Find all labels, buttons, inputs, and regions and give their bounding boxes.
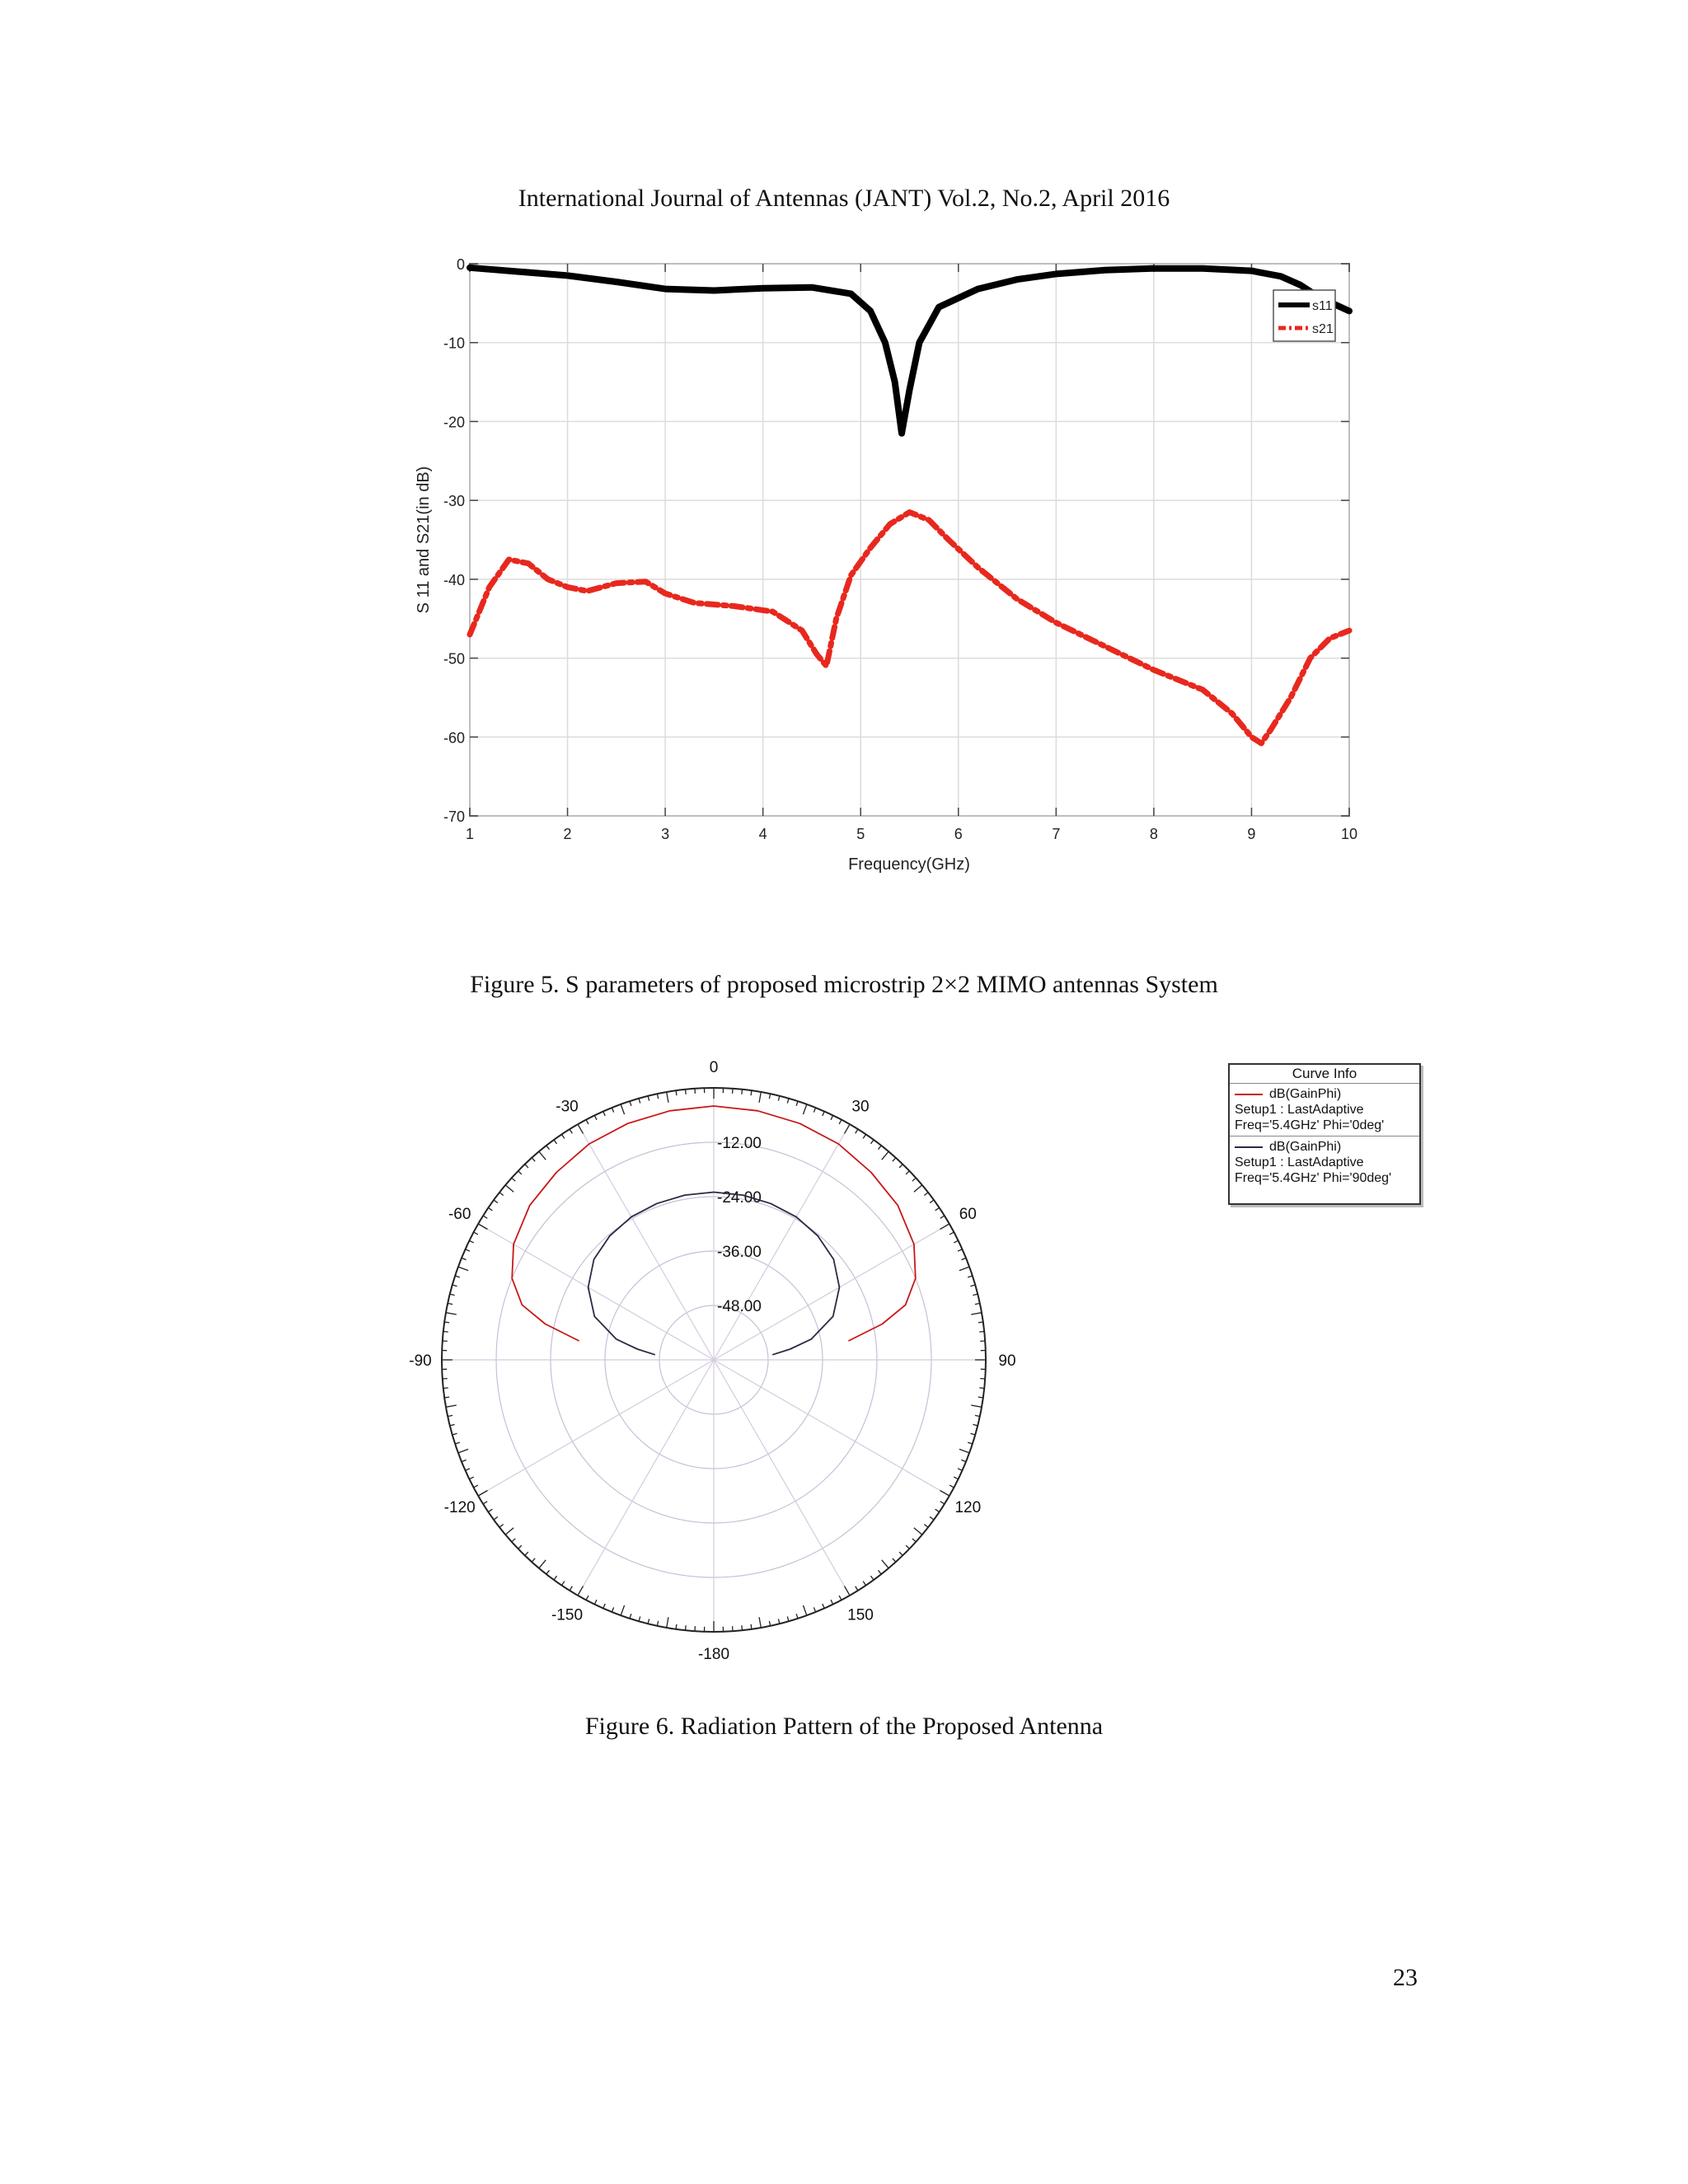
s-parameter-chart <box>396 239 1385 915</box>
angle-tick <box>978 1397 983 1398</box>
angle-tick <box>483 1216 487 1218</box>
figure-5-caption: Figure 5. S parameters of proposed microstrip 2×2 MIMO antennas System <box>470 971 1218 998</box>
angle-tick <box>462 1258 467 1259</box>
angle-tick-label: 0 <box>709 1059 719 1076</box>
angle-tick <box>446 1405 457 1407</box>
angle-tick <box>906 1171 909 1174</box>
angle-tick <box>444 1322 449 1323</box>
angle-tick <box>499 1524 504 1527</box>
angle-tick <box>912 1539 916 1542</box>
angle-tick <box>950 1232 954 1235</box>
angle-tick <box>950 1485 954 1488</box>
curve-label: dB(GainPhi) <box>1269 1087 1342 1101</box>
y-axis-label: S 11 and S21(in dB) <box>415 466 433 614</box>
angle-tick <box>458 1449 468 1452</box>
curve-freq: Freq='5.4GHz' Phi='90deg' <box>1235 1171 1392 1185</box>
y-tick-label: 0 <box>456 256 465 273</box>
angle-tick <box>870 1140 874 1144</box>
angle-tick <box>971 1405 982 1407</box>
curve-info-entry <box>1230 1137 1419 1188</box>
angle-tick <box>924 1193 928 1196</box>
angle-tick <box>469 1240 473 1243</box>
angle-tick <box>935 1509 940 1511</box>
angle-tick <box>787 1099 789 1104</box>
angle-tick <box>561 1582 564 1586</box>
angular-gridline <box>478 1360 714 1496</box>
angle-tick <box>959 1267 969 1270</box>
curve-setup: Setup1 : LastAdaptive <box>1235 1103 1364 1117</box>
angle-tick <box>930 1200 934 1203</box>
angular-gridline <box>714 1360 850 1596</box>
curve-setup: Setup1 : LastAdaptive <box>1235 1155 1364 1169</box>
angle-tick <box>458 1267 468 1270</box>
angle-tick <box>452 1285 457 1286</box>
angle-tick <box>856 1129 858 1133</box>
angle-tick <box>742 1625 743 1630</box>
radial-tick-label: -36.00 <box>717 1244 762 1261</box>
angle-tick <box>973 1294 978 1295</box>
radial-tick-label: -24.00 <box>717 1189 762 1207</box>
angle-tick <box>594 1600 597 1604</box>
radial-tick-label: -48.00 <box>717 1298 762 1315</box>
angle-tick <box>676 1090 677 1095</box>
angle-tick <box>814 1108 815 1113</box>
angle-tick <box>494 1200 498 1203</box>
angle-tick <box>648 1619 649 1624</box>
angle-tick-label: 150 <box>847 1606 874 1624</box>
y-tick-label: -20 <box>443 414 465 431</box>
x-tick-label: 6 <box>954 826 963 842</box>
angle-tick <box>667 1092 668 1103</box>
angle-tick-label: 60 <box>959 1206 977 1223</box>
angle-tick <box>450 1424 455 1425</box>
angle-tick <box>796 1614 798 1619</box>
angle-tick <box>839 1120 842 1124</box>
angle-tick <box>443 1388 448 1389</box>
angular-gridline <box>578 1360 714 1596</box>
angle-tick <box>961 1460 966 1461</box>
angle-tick <box>505 1185 513 1192</box>
angle-tick <box>845 1586 851 1596</box>
curve-info-entry <box>1230 1084 1419 1137</box>
figure-6-caption: Figure 6. Radiation Pattern of the Proposed Antenna <box>584 1713 1104 1740</box>
angle-tick <box>893 1558 896 1562</box>
angle-tick <box>466 1249 470 1251</box>
angle-tick <box>483 1502 487 1504</box>
x-tick-label: 7 <box>1052 826 1061 842</box>
angle-tick <box>446 1313 457 1315</box>
angle-tick <box>912 1178 916 1181</box>
page-number: 23 <box>1393 1964 1418 1991</box>
angle-tick <box>478 1491 487 1497</box>
angle-tick <box>570 1129 572 1133</box>
angle-tick <box>954 1477 958 1479</box>
angle-tick <box>882 1560 889 1568</box>
angle-tick <box>639 1616 640 1621</box>
angle-tick <box>870 1576 874 1580</box>
angle-tick <box>639 1099 640 1104</box>
angle-tick <box>878 1570 881 1574</box>
angle-tick <box>742 1090 743 1094</box>
angle-tick <box>831 1600 833 1604</box>
angle-tick <box>979 1332 984 1333</box>
angle-tick <box>878 1146 881 1150</box>
angle-tick <box>914 1185 922 1192</box>
angle-tick <box>474 1485 478 1488</box>
angle-tick-label: 30 <box>851 1098 870 1116</box>
angle-tick <box>667 1617 668 1628</box>
angle-tick <box>751 1090 752 1095</box>
angle-tick <box>546 1146 550 1150</box>
angle-tick <box>561 1134 564 1138</box>
angular-gridline <box>714 1124 850 1360</box>
angle-tick-label: -180 <box>697 1646 730 1663</box>
angle-tick <box>478 1224 487 1230</box>
angle-tick <box>968 1276 973 1277</box>
angle-tick <box>899 1165 903 1168</box>
angle-tick <box>686 1625 687 1630</box>
angle-tick <box>970 1285 975 1286</box>
running-header: International Journal of Antennas (JANT) Vol.2, No.2, April 2016 <box>518 185 1170 212</box>
curve-label: dB(GainPhi) <box>1269 1140 1342 1154</box>
curve-info-legend <box>1228 1063 1421 1205</box>
angle-tick <box>657 1094 658 1099</box>
angle-tick <box>621 1104 624 1114</box>
angle-tick <box>630 1101 631 1106</box>
y-tick-label: -60 <box>443 729 465 747</box>
angle-tick <box>940 1216 945 1218</box>
angle-tick <box>455 1442 460 1444</box>
angle-tick-label: 90 <box>998 1352 1016 1370</box>
angle-tick <box>505 1528 513 1535</box>
angle-tick <box>823 1604 824 1608</box>
angle-tick <box>518 1545 522 1549</box>
angle-tick <box>450 1294 455 1295</box>
angle-tick <box>961 1258 966 1259</box>
angle-tick <box>578 1586 584 1596</box>
angle-tick <box>979 1388 984 1389</box>
x-tick-label: 5 <box>856 826 865 842</box>
angle-tick <box>594 1115 597 1119</box>
angle-tick-label: -30 <box>556 1098 579 1116</box>
y-tick-label: -70 <box>443 808 465 825</box>
angle-tick <box>539 1151 546 1160</box>
angle-tick <box>778 1619 779 1624</box>
angle-tick <box>787 1616 789 1621</box>
angle-tick <box>975 1303 980 1304</box>
radiation-pattern-chart <box>396 1059 1039 1685</box>
angle-tick <box>676 1624 677 1629</box>
angle-tick <box>603 1112 605 1116</box>
legend <box>1273 290 1335 341</box>
angle-tick <box>612 1108 613 1113</box>
angle-tick <box>893 1158 896 1161</box>
angle-tick <box>769 1094 770 1099</box>
angle-tick <box>443 1332 448 1333</box>
angle-tick-label: -120 <box>443 1499 476 1516</box>
angle-tick <box>499 1193 504 1196</box>
angle-tick <box>856 1586 858 1591</box>
angle-tick <box>532 1558 535 1562</box>
angle-tick <box>863 1134 865 1138</box>
angle-tick <box>970 1433 975 1435</box>
angle-tick <box>914 1528 922 1535</box>
angle-tick <box>512 1539 515 1542</box>
angle-tick <box>958 1469 962 1470</box>
angle-tick <box>940 1491 950 1497</box>
angle-tick <box>444 1397 449 1398</box>
x-tick-label: 10 <box>1340 826 1358 842</box>
angle-tick <box>488 1509 492 1511</box>
angle-tick <box>621 1605 624 1615</box>
angle-tick <box>759 1092 761 1103</box>
angle-tick <box>831 1115 833 1119</box>
angle-tick <box>940 1502 945 1504</box>
angle-tick <box>769 1621 770 1626</box>
angle-tick <box>525 1552 528 1555</box>
angle-tick <box>448 1303 452 1304</box>
angle-tick <box>469 1477 473 1479</box>
angle-tick <box>474 1232 478 1235</box>
angle-tick <box>978 1322 983 1323</box>
angle-tick <box>759 1617 761 1628</box>
legend-label: s11 <box>1312 299 1333 313</box>
red-line-icon <box>1235 1094 1263 1095</box>
angle-tick <box>863 1582 865 1586</box>
angle-tick <box>899 1552 903 1555</box>
angle-tick <box>525 1165 528 1168</box>
angle-tick <box>452 1433 457 1435</box>
angle-tick <box>603 1604 605 1608</box>
angle-tick <box>648 1096 649 1101</box>
x-tick-label: 2 <box>563 826 572 842</box>
angle-tick <box>930 1516 934 1520</box>
angle-tick <box>845 1124 851 1133</box>
plot-area <box>470 264 1349 816</box>
angle-tick <box>796 1101 798 1106</box>
angle-tick-label: -60 <box>448 1206 471 1223</box>
angle-tick <box>518 1171 522 1174</box>
angle-tick <box>539 1560 546 1568</box>
y-tick-label: -50 <box>443 650 465 668</box>
angle-tick <box>940 1224 950 1230</box>
angle-tick <box>803 1104 806 1114</box>
curve-info-title: Curve Info <box>1230 1065 1419 1084</box>
angle-tick <box>570 1586 572 1591</box>
angle-tick <box>657 1621 658 1626</box>
y-tick-label: -10 <box>443 335 465 352</box>
radial-tick-label: -12.00 <box>717 1135 762 1152</box>
angle-tick <box>814 1607 815 1612</box>
dark-line-icon <box>1235 1146 1263 1148</box>
angle-tick <box>959 1449 969 1452</box>
angle-tick <box>968 1442 973 1444</box>
x-tick-label: 3 <box>661 826 670 842</box>
angle-tick <box>612 1607 613 1612</box>
angle-tick <box>546 1570 550 1574</box>
angle-tick <box>973 1424 978 1425</box>
angle-tick <box>494 1516 498 1520</box>
angle-tick <box>823 1112 824 1116</box>
angle-tick <box>924 1524 928 1527</box>
angular-gridline <box>578 1124 714 1360</box>
angle-tick <box>448 1415 452 1416</box>
angle-tick <box>954 1240 958 1243</box>
curve-freq: Freq='5.4GHz' Phi='0deg' <box>1235 1118 1385 1132</box>
angle-tick <box>971 1313 982 1315</box>
angle-tick <box>686 1090 687 1094</box>
angle-tick <box>455 1276 460 1277</box>
angle-tick <box>803 1605 806 1615</box>
angle-tick <box>778 1096 779 1101</box>
angle-tick <box>554 1576 557 1580</box>
angular-gridline <box>714 1360 950 1496</box>
x-tick-label: 1 <box>465 826 475 842</box>
angle-tick <box>958 1249 962 1251</box>
angle-tick <box>630 1614 631 1619</box>
angle-tick <box>488 1207 492 1210</box>
angle-tick <box>839 1596 842 1600</box>
angle-tick <box>975 1415 980 1416</box>
angle-tick <box>586 1120 588 1124</box>
angle-tick <box>512 1178 515 1181</box>
x-tick-label: 4 <box>758 826 767 842</box>
angle-tick <box>586 1596 588 1600</box>
angle-tick <box>935 1207 940 1210</box>
angle-tick <box>554 1140 557 1144</box>
angle-tick <box>906 1545 909 1549</box>
angle-tick <box>532 1158 535 1161</box>
legend-label: s21 <box>1312 322 1334 336</box>
angle-tick-label: -150 <box>551 1606 584 1624</box>
angle-tick <box>751 1624 752 1629</box>
x-axis-label: Frequency(GHz) <box>848 855 970 874</box>
x-tick-label: 8 <box>1149 826 1158 842</box>
angle-tick-label: 120 <box>954 1499 982 1516</box>
angle-tick <box>882 1151 889 1160</box>
y-tick-label: -40 <box>443 571 465 588</box>
angle-tick <box>578 1124 584 1133</box>
angle-tick <box>462 1460 467 1461</box>
x-tick-label: 9 <box>1247 826 1256 842</box>
angle-tick-label: -90 <box>409 1352 432 1370</box>
angle-tick <box>466 1469 470 1470</box>
y-tick-label: -30 <box>443 493 465 510</box>
